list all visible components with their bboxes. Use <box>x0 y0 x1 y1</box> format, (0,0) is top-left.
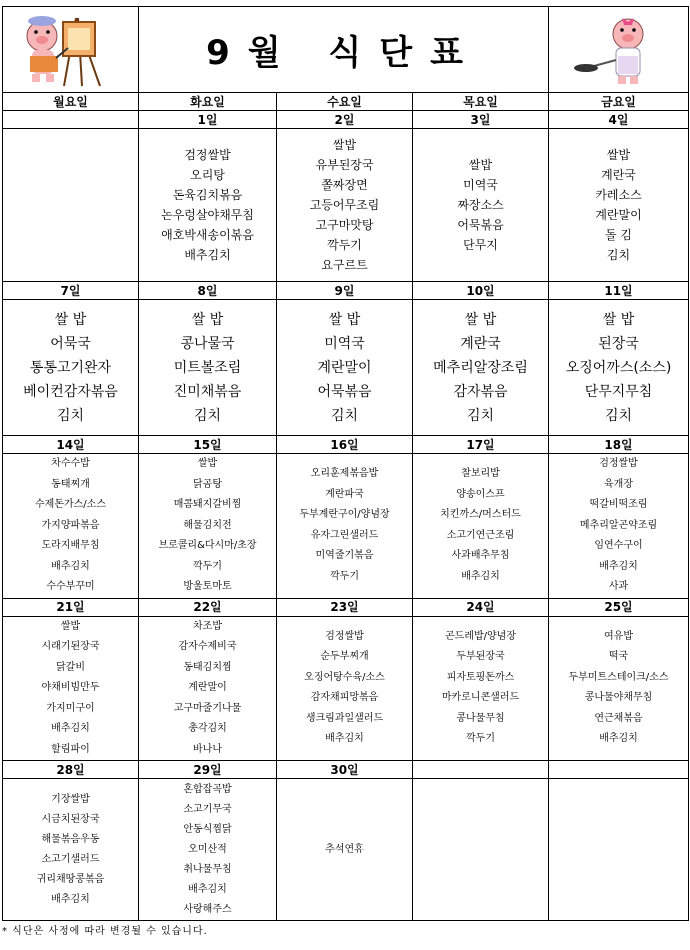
menu-item: 쌀 밥 <box>328 311 361 328</box>
menu-item: 안동식찜닭 <box>183 823 232 835</box>
menu-item: 기장쌀밥 <box>51 793 90 805</box>
menu-cell <box>3 454 139 599</box>
pig-chef-illustration <box>549 7 689 93</box>
menu-item: 돈육김치볶음 <box>172 188 243 202</box>
menu-item: 육개장 <box>604 478 633 490</box>
weekday-header-row <box>3 93 689 111</box>
menu-item: 요구르트 <box>321 258 368 272</box>
menu-item: 미역줄기볶음 <box>315 550 374 562</box>
menu-item: 바나나 <box>193 743 222 755</box>
menu-cell <box>277 300 413 436</box>
menu-cell <box>277 616 413 761</box>
menu-item: 동태김치찜 <box>183 661 232 673</box>
week-1-menus <box>3 129 689 282</box>
menu-item: 찰보리밥 <box>461 468 500 480</box>
menu-item: 차조밥 <box>193 620 222 632</box>
menu-item: 오징어탕수육/소스 <box>304 671 385 683</box>
menu-item: 매콤돼지갈비찜 <box>173 499 242 510</box>
week-5-menus <box>3 779 689 921</box>
date-cell: 10일 <box>413 282 549 300</box>
menu-item: 콩나물무침 <box>456 712 505 724</box>
week-3-dates <box>3 436 689 454</box>
menu-cell <box>277 129 413 282</box>
menu-cell <box>549 779 689 921</box>
menu-item: 닭곰탕 <box>193 478 222 490</box>
menu-item: 진미채볶음 <box>173 383 242 400</box>
menu-item: 감자채피망볶음 <box>310 692 379 704</box>
date-cell <box>549 761 689 779</box>
menu-item: 어묵볶음 <box>457 218 504 232</box>
date-cell: 25일 <box>549 598 689 616</box>
menu-item: 논우렁살야채무침 <box>161 208 254 222</box>
header-row <box>3 7 689 93</box>
menu-item: 마카로니콘샐러드 <box>441 692 520 704</box>
menu-item: 애호박새송이볶음 <box>161 228 254 242</box>
date-cell: 16일 <box>277 436 413 454</box>
date-cell: 4일 <box>549 111 689 129</box>
menu-item: 깍두기 <box>193 560 222 572</box>
date-cell: 21일 <box>3 598 139 616</box>
day-monday: 월요일 <box>3 93 139 111</box>
menu-cell <box>3 129 139 282</box>
menu-item: 쌀밥 <box>468 158 493 172</box>
menu-cell <box>413 454 549 599</box>
menu-item: 배추김치 <box>184 248 231 262</box>
menu-cell <box>549 616 689 761</box>
menu-item: 미트볼조림 <box>173 359 242 376</box>
menu-item: 돌 김 <box>605 228 633 242</box>
footer-note: * 식단은 사정에 따라 변경될 수 있습니다. <box>2 926 208 937</box>
menu-item: 배추김치 <box>461 570 500 582</box>
week-2-menus <box>3 300 689 436</box>
menu-item: 취나물무침 <box>183 863 232 875</box>
menu-item: 쌀밥 <box>606 148 631 162</box>
menu-item: 계란말이 <box>317 359 372 376</box>
menu-item: 짜장소스 <box>457 198 504 212</box>
menu-item: 닭갈비 <box>56 661 85 673</box>
week-4-dates <box>3 598 689 616</box>
menu-item: 시금치된장국 <box>41 813 100 825</box>
menu-item: 계란말이 <box>595 208 642 222</box>
menu-item: 피자토핑돈까스 <box>446 671 515 683</box>
menu-item: 배추김치 <box>51 560 90 572</box>
menu-item: 고구마줄기나물 <box>173 702 242 714</box>
week-5-dates <box>3 761 689 779</box>
date-cell <box>413 761 549 779</box>
menu-item: 계란국 <box>460 335 501 352</box>
menu-item: 귀리채땅콩볶음 <box>36 873 105 885</box>
menu-item: 치킨까스/머스터드 <box>440 509 521 521</box>
menu-cell <box>413 779 549 921</box>
menu-item: 사과 <box>608 581 629 592</box>
menu-item: 콩나물국 <box>180 335 235 352</box>
menu-item: 수제돈가스/소스 <box>35 499 106 510</box>
menu-item: 두부계란구이/양념장 <box>299 509 390 521</box>
menu-item: 떡갈비떡조림 <box>589 499 648 510</box>
menu-item: 김치 <box>606 248 631 262</box>
menu-item: 순두부찌개 <box>320 651 369 663</box>
date-cell: 9일 <box>277 282 413 300</box>
menu-item: 가지미구이 <box>46 702 95 714</box>
menu-item: 양송이스프 <box>456 488 505 500</box>
menu-item: 김치 <box>330 407 359 424</box>
date-cell: 2일 <box>277 111 413 129</box>
menu-item: 두부미트스테이크/소스 <box>568 671 669 683</box>
day-wednesday: 수요일 <box>277 93 413 111</box>
date-cell: 30일 <box>277 761 413 779</box>
menu-item: 단무지무침 <box>584 383 653 400</box>
menu-item: 쌀 밥 <box>464 311 497 328</box>
menu-item: 검정쌀밥 <box>325 630 364 642</box>
menu-item: 생크림과일샐러드 <box>305 712 384 724</box>
menu-item: 계란말이 <box>188 682 227 693</box>
menu-item: 연근채볶음 <box>594 712 643 724</box>
date-cell: 8일 <box>139 282 277 300</box>
menu-item: 오리훈제볶음밥 <box>310 468 379 480</box>
menu-cell <box>139 300 277 436</box>
menu-item: 오미산적 <box>188 843 227 855</box>
date-cell: 11일 <box>549 282 689 300</box>
date-cell: 18일 <box>549 436 689 454</box>
day-tuesday: 화요일 <box>139 93 277 111</box>
menu-item: 메추리알곤약조림 <box>579 519 658 531</box>
menu-cell <box>139 129 277 282</box>
menu-item: 사과배추무침 <box>451 550 510 562</box>
menu-item: 배추김치 <box>599 560 638 572</box>
menu-item: 단무지 <box>463 238 498 252</box>
menu-item: 소고기무국 <box>183 803 232 815</box>
menu-item: 도라지배무침 <box>41 540 100 551</box>
menu-item: 베이컨감자볶음 <box>23 383 118 400</box>
menu-item: 시래기된장국 <box>41 641 100 652</box>
date-cell: 3일 <box>413 111 549 129</box>
menu-item: 소고기샐러드 <box>41 853 100 865</box>
menu-item: 통통고기완자 <box>29 359 112 376</box>
menu-item: 배추김치 <box>51 893 90 905</box>
menu-item: 배추김치 <box>325 733 364 745</box>
menu-cell <box>277 779 413 921</box>
menu-item: 동태찌개 <box>51 478 90 490</box>
menu-table <box>2 6 689 921</box>
week-3-menus <box>3 454 689 599</box>
menu-item: 혼합잡곡밥 <box>183 783 232 795</box>
menu-item: 가지양파볶음 <box>41 519 100 531</box>
menu-item: 미역국 <box>324 335 365 352</box>
menu-item: 고등어무조림 <box>309 198 380 212</box>
menu-item: 어묵볶음 <box>317 383 372 400</box>
date-cell <box>3 111 139 129</box>
menu-item: 추석연휴 <box>325 843 364 855</box>
menu-item: 검정쌀밥 <box>184 148 231 162</box>
menu-item: 해물김치전 <box>183 519 232 531</box>
date-cell: 7일 <box>3 282 139 300</box>
menu-item: 계란파국 <box>325 488 364 500</box>
menu-item: 고구마맛탕 <box>315 218 374 232</box>
menu-item: 두부된장국 <box>456 651 505 663</box>
menu-item: 브로콜리&다시마/초장 <box>158 540 257 551</box>
menu-item: 어묵국 <box>50 335 91 352</box>
date-cell: 28일 <box>3 761 139 779</box>
menu-item: 여유밥 <box>604 630 633 642</box>
menu-item: 쌀 밥 <box>54 311 87 328</box>
date-cell: 17일 <box>413 436 549 454</box>
menu-item: 깍두기 <box>330 570 359 582</box>
menu-cell <box>549 129 689 282</box>
menu-cell <box>3 779 139 921</box>
menu-cell <box>139 454 277 599</box>
menu-item: 배추김치 <box>188 883 227 895</box>
week-4-menus <box>3 616 689 761</box>
menu-item: 오징어까스(소스) <box>565 359 672 376</box>
date-cell: 14일 <box>3 436 139 454</box>
menu-item: 사랑해주스 <box>183 903 232 915</box>
menu-item: 쌀밥 <box>197 458 218 469</box>
menu-item: 곤드레밥/양념장 <box>445 630 516 642</box>
date-cell: 23일 <box>277 598 413 616</box>
menu-item: 유자그린샐러드 <box>310 529 379 541</box>
menu-cell <box>413 129 549 282</box>
menu-item: 방울토마토 <box>183 581 232 592</box>
menu-item: 김치 <box>56 407 85 424</box>
week-1-dates <box>3 111 689 129</box>
menu-item: 쌀 밥 <box>602 311 635 328</box>
menu-item: 쌀밥 <box>60 620 81 632</box>
menu-cell <box>413 300 549 436</box>
menu-item: 할림파이 <box>51 743 90 755</box>
menu-item: 수수부꾸미 <box>46 581 95 592</box>
menu-item: 깍두기 <box>327 238 362 252</box>
menu-item: 쌀밥 <box>332 138 357 152</box>
menu-item: 검정쌀밥 <box>599 458 638 469</box>
menu-item: 김치 <box>466 407 495 424</box>
menu-item: 미역국 <box>463 178 498 192</box>
date-cell: 29일 <box>139 761 277 779</box>
menu-cell <box>277 454 413 599</box>
menu-item: 김치 <box>604 407 633 424</box>
menu-cell <box>139 779 277 921</box>
menu-cell <box>3 616 139 761</box>
menu-item: 계란국 <box>601 168 636 182</box>
menu-item: 소고기연근조림 <box>446 529 515 541</box>
menu-item: 야채비빔만두 <box>41 682 100 693</box>
menu-item: 메추리알장조림 <box>433 359 528 376</box>
menu-item: 배추김치 <box>599 733 638 745</box>
menu-item: 배추김치 <box>51 723 90 734</box>
day-thursday: 목요일 <box>413 93 549 111</box>
date-cell: 24일 <box>413 598 549 616</box>
menu-cell <box>549 454 689 599</box>
menu-item: 김치 <box>193 407 222 424</box>
menu-item: 된장국 <box>598 335 639 352</box>
menu-item: 감자볶음 <box>453 383 508 400</box>
menu-item: 오리탕 <box>190 168 225 182</box>
menu-cell <box>413 616 549 761</box>
menu-item: 유부된장국 <box>315 158 374 172</box>
menu-item: 카레소스 <box>595 188 642 202</box>
date-cell: 15일 <box>139 436 277 454</box>
menu-item: 떡국 <box>608 651 629 663</box>
menu-item: 쌀 밥 <box>191 311 224 328</box>
menu-cell <box>139 616 277 761</box>
menu-item: 총각김치 <box>188 723 227 734</box>
menu-item: 감자수제비국 <box>178 641 237 652</box>
week-2-dates <box>3 282 689 300</box>
pig-painter-illustration <box>3 7 139 93</box>
day-friday: 금요일 <box>549 93 689 111</box>
menu-item: 콩나물야채무침 <box>584 692 653 704</box>
menu-item: 깍두기 <box>466 733 495 745</box>
menu-item: 쫄짜장면 <box>321 178 368 192</box>
date-cell: 1일 <box>139 111 277 129</box>
menu-cell <box>3 300 139 436</box>
menu-item: 임연수구이 <box>594 540 643 551</box>
menu-item: 해물볶음우동 <box>41 833 100 845</box>
page-title-cell <box>139 7 549 93</box>
page-title: 9월 식단표 <box>206 33 481 73</box>
date-cell: 22일 <box>139 598 277 616</box>
menu-item: 차수수밥 <box>51 458 90 469</box>
menu-cell <box>549 300 689 436</box>
